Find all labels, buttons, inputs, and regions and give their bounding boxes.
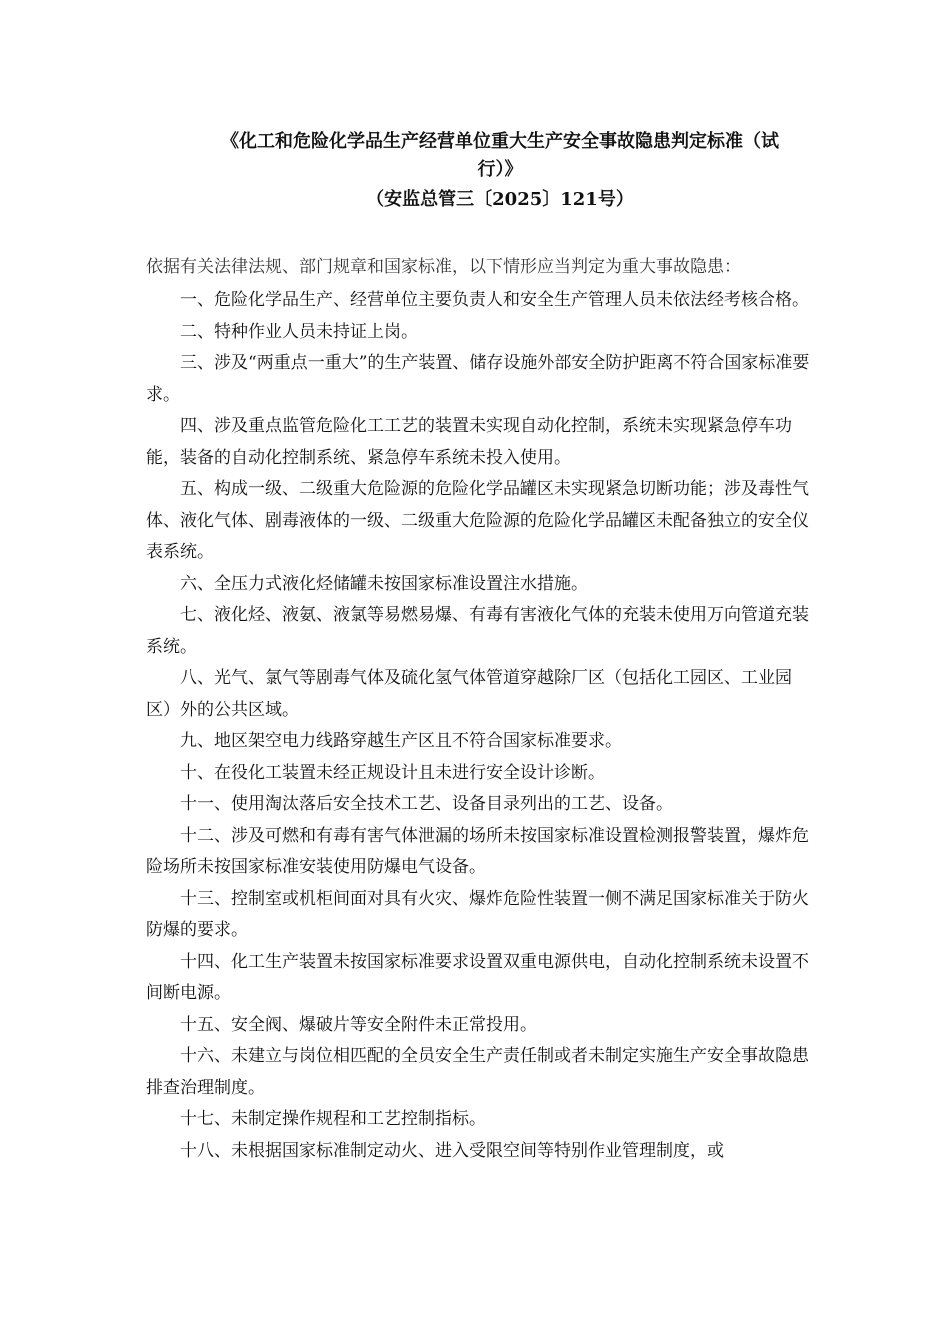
hazard-item-2: 二、特种作业人员未持证上岗。 [180, 321, 418, 342]
hazard-item-6: 六、全压力式液化烃储罐未按国家标准设置注水措施。 [180, 573, 588, 594]
document-title [190, 128, 810, 184]
hazard-item-11: 十一、使用淘汰落后安全技术工艺、设备目录列出的工艺、设备。 [180, 794, 673, 814]
hazard-item-8: 八、光气、氯气等剧毒气体及硫化氢气体管道穿越除厂区（包括化工园区、工业园区）外的公共区域。 [146, 668, 792, 720]
hazard-item-4: 四、涉及重点监管危险化工工艺的装置未实现自动化控制，系统未实现紧急停车功能，装备的自动化控制系统、紧急停车系统未投入使用。 [146, 416, 792, 468]
hazard-item-13: 十三、控制室或机柜间面对具有火灾、爆炸危险性装置一侧不满足国家标准关于防火防爆的要求。 [146, 888, 809, 940]
hazard-item-1: 一、危险化学品生产、经营单位主要负责人和安全生产管理人员未依法经考核合格。 [180, 290, 809, 310]
document-number: （安监总管三〔2025〕121号） [366, 189, 634, 210]
intro-paragraph: 依据有关法律法规、部门规章和国家标准，以下情形应当判定为重大事故隐患： [146, 257, 741, 277]
hazard-item-14: 十四、化工生产装置未按国家标准要求设置双重电源供电，自动化控制系统未设置不间断电源。 [146, 951, 809, 1003]
hazard-item-15: 十五、安全阀、爆破片等安全附件未正常投用。 [180, 1014, 537, 1035]
hazard-item-16: 十六、未建立与岗位相匹配的全员安全生产责任制或者未制定实施生产安全事故隐患排查治理制度。 [146, 1046, 809, 1098]
hazard-item-12: 十二、涉及可燃和有毒有害气体泄漏的场所未按国家标准设置检测报警装置，爆炸危险场所未按国家标准安装使用防爆电气设备。 [146, 825, 809, 877]
hazard-item-18: 十八、未根据国家标准制定动火、进入受限空间等特别作业管理制度，或 [180, 1140, 724, 1161]
hazard-item-3: 三、涉及“两重点一重大”的生产装置、储存设施外部安全防护距离不符合国家标准要求。 [146, 353, 810, 405]
title-line-1: 《化工和危险化学品生产经营单位重大生产安全事故隐患判定标准（试 [221, 131, 779, 152]
hazard-list [146, 285, 810, 1167]
hazard-item-7: 七、液化烃、液氨、液氯等易燃易爆、有毒有害液化气体的充装未使用万向管道充装系统。 [146, 605, 809, 657]
hazard-item-5: 五、构成一级、二级重大危险源的危险化学品罐区未实现紧急切断功能；涉及毒性气体、液化气体、剧毒液体的一级、二级重大危险源的危险化学品罐区未配备独立的安全仪表系统。 [146, 479, 809, 562]
hazard-item-10: 十、在役化工装置未经正规设计且未进行安全设计诊断。 [180, 762, 605, 783]
title-line-2: 行）》 [477, 159, 523, 180]
hazard-item-9: 九、地区架空电力线路穿越生产区且不符合国家标准要求。 [180, 731, 622, 751]
hazard-item-17: 十七、未制定操作规程和工艺控制指标。 [180, 1109, 486, 1129]
